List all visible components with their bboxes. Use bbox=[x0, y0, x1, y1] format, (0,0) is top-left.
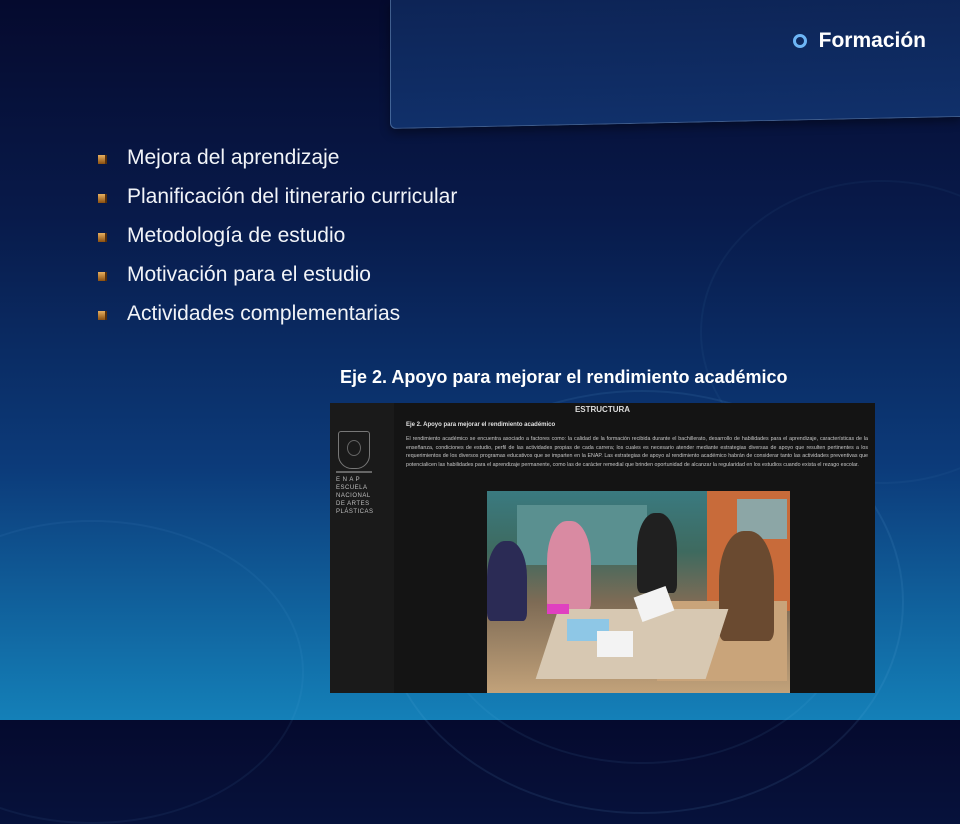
list-item-label: Planificación del itinerario curricular bbox=[127, 184, 458, 208]
list-item bbox=[98, 294, 457, 333]
section-title bbox=[793, 29, 926, 53]
screenshot-heading: Eje 2. Apoyo para mejorar el rendimiento académico bbox=[406, 422, 556, 428]
bullet-icon bbox=[98, 155, 107, 164]
embedded-screenshot bbox=[330, 403, 875, 693]
photo-pencil-case bbox=[547, 604, 569, 614]
photo-student bbox=[719, 531, 774, 641]
section-title-text: Formación bbox=[818, 29, 926, 52]
bullet-icon bbox=[98, 272, 107, 281]
list-item bbox=[98, 255, 457, 294]
photo-student bbox=[547, 521, 591, 611]
photo-paper bbox=[597, 631, 633, 657]
photo-student bbox=[637, 513, 677, 593]
bullet-icon bbox=[98, 194, 107, 203]
bullet-icon bbox=[98, 233, 107, 242]
background-swirl bbox=[0, 520, 304, 824]
header-panel bbox=[390, 0, 960, 129]
logo-divider bbox=[336, 471, 372, 473]
list-item bbox=[98, 177, 457, 216]
list-item-label: Metodología de estudio bbox=[127, 223, 346, 247]
list-item-label: Motivación para el estudio bbox=[127, 262, 371, 286]
classroom-photo bbox=[487, 491, 790, 693]
logo-column bbox=[330, 403, 394, 693]
list-item bbox=[98, 138, 457, 177]
photo-student bbox=[487, 541, 527, 621]
bullet-icon bbox=[98, 311, 107, 320]
image-caption: Eje 2. Apoyo para mejorar el rendimiento académico bbox=[340, 367, 788, 387]
university-shield-icon bbox=[338, 431, 370, 469]
list-item-label: Actividades complementarias bbox=[127, 301, 401, 325]
list-item-label: Mejora del aprendizaje bbox=[127, 145, 340, 169]
bullet-list bbox=[98, 138, 457, 333]
list-item bbox=[98, 216, 457, 255]
school-logo-text: E N A P ESCUELA NACIONAL DE ARTES PLÁSTICAS bbox=[336, 477, 374, 515]
screenshot-title: ESTRUCTURA bbox=[574, 405, 631, 414]
screenshot-body-text: El rendimiento académico se encuentra asociado a factores como: la calidad de la formación recibida durante el bachillerato, desarrollo de habilidades para el aprendizaje, características de la enseñanza, condiciones de estudio, perfil de las actividades propias de cada carrera; los cuales es necesario atender mediante estrategias diversas de apoyo que resulten pertinentes a los requerimientos de los diversos programas educativos que se imparten en la ENAP. Las estrategias de apoyo al rendimiento académico habrán de considerar tanto las actividades preventivas que potencialicen las habilidades para el aprendizaje permanente, como las de carácter remedial que brinden oportunidad de alcanzar la regularidad en los estudios cuando exista el rezago escolar. bbox=[406, 436, 868, 468]
ring-bullet-icon bbox=[793, 34, 807, 48]
